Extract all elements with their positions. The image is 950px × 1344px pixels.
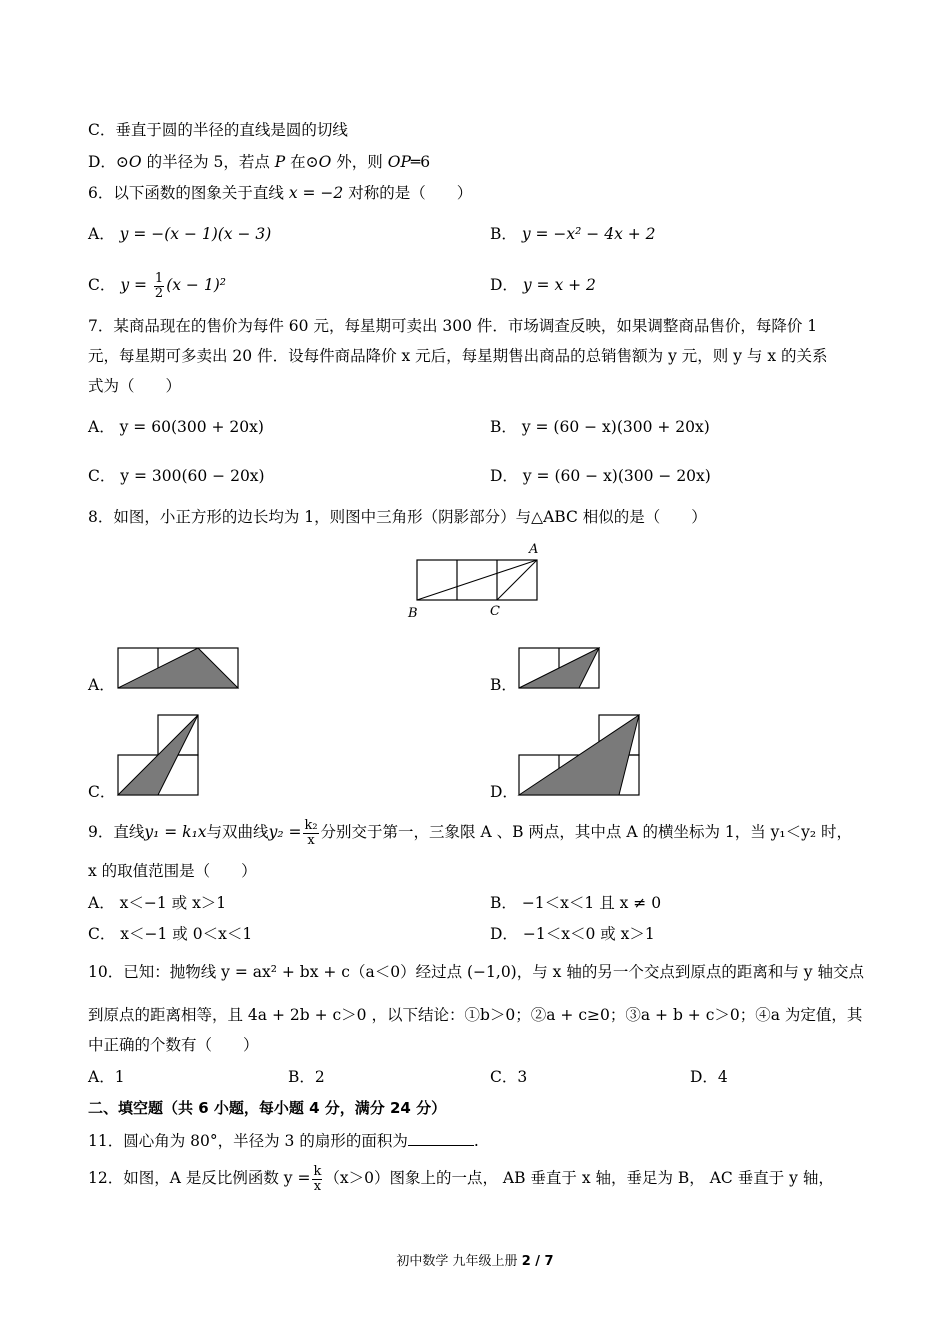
q8-figure-b [517,646,603,692]
section-fill-in-heading: 二、填空题（共 6 小题，每小题 4 分，满分 24 分） [88,1099,447,1117]
q9-option-a: A． x＜−1 或 x＞1 [88,894,227,912]
q7-line3: 式为（ ） [88,377,182,395]
q8-option-c: C． [88,783,116,801]
q10-option-a: A．1 [88,1068,125,1086]
q11: 11．圆心角为 80°，半径为 3 的扇形的面积为 . [88,1129,479,1152]
q10-option-d: D．4 [690,1068,728,1086]
q10-line1: 10．已知：抛物线 y = ax² + bx + c（a＜0）经过点 (−1,0)，与 x 轴的另一个交点到原点的距离和与 y 轴交点 [88,963,864,981]
q9-line2: x 的取值范围是（ ） [88,862,257,880]
q6-option-a: A． y = −(x − 1)(x − 3) [88,225,272,243]
label-c: C [490,604,500,619]
q9-option-c: C． x＜−1 或 0＜x＜1 [88,925,253,943]
q7-line2: 元，每星期可多卖出 20 件．设每件商品降价 x 元后，每星期售出商品的总销售额为 y 元，则 y 与 x 的关系 [88,347,828,365]
q9-option-d: D． −1＜x＜0 或 x＞1 [490,925,655,943]
q8-main-figure [405,538,550,623]
q6-option-d: D． y = x + 2 [490,276,596,294]
q7-option-c: C． y = 300(60 − 20x) [88,467,265,485]
q6-option-c: C． y = $\frac{1}{2}$ (x − 1)² [88,270,226,301]
q8-figure-d [517,713,643,799]
q8-figure-a [116,646,242,692]
q12-line1: 12．如图，A 是反比例函数 y = $\frac{k}{x}$ （x＞0）图象上的一点， AB 垂直于 x 轴，垂足为 B， AC 垂直于 y 轴， [88,1163,834,1194]
q6-option-b: B． y = −x² − 4x + 2 [490,225,656,243]
q7-option-d: D． y = (60 − x)(300 − 20x) [490,467,711,485]
page-number: 2 / 7 [521,1254,554,1269]
q8-option-d: D． [490,783,518,801]
q9-option-b: B． −1＜x＜1 且 x ≠ 0 [490,894,662,912]
q10-option-c: C．3 [490,1068,528,1086]
q7-option-a: A． y = 60(300 + 20x) [88,418,264,436]
answer-blank[interactable] [408,1129,474,1146]
q7-option-b: B． y = (60 − x)(300 + 20x) [490,418,710,436]
q10-line2: 到原点的距离相等，且 4a + 2b + c＞0 ，以下结论：①b＞0；②a + c≥0；③a + b + c＞0；④a 为定值，其 [88,1006,863,1024]
q10-line3: 中正确的个数有（ ） [88,1036,259,1054]
q8-figure-c [116,713,202,799]
q9-line1: 9．直线y₁ = k₁x与双曲线y₂ = $\frac{\text{k₂}}{x}$ 分别交于第一，三象限 A 、B 两点，其中点 A 的横坐标为 1，当 y₁＜y₂ 时， [88,817,853,848]
page-footer: 初中数学 九年级上册 2 / 7 [396,1254,554,1269]
q5-option-c: C．垂直于圆的半径的直线是圆的切线 [88,121,348,139]
q5-option-d: D．⊙O 的半径为 5，若点 P 在⊙O 外，则 OP═6 [88,153,431,171]
label-b: B [408,606,418,621]
q8-option-b: B． [490,676,517,694]
q6-stem: 6．以下函数的图象关于直线 x = −2 对称的是（ ） [88,184,473,202]
q8-stem: 8．如图，小正方形的边长均为 1，则图中三角形（阴影部分）与△ABC 相似的是（ ） [88,508,707,526]
q10-option-b: B．2 [288,1068,325,1086]
label-a: A [529,542,539,557]
q7-line1: 7．某商品现在的售价为每件 60 元，每星期可卖出 300 件．市场调查反映，如果调整商品售价，每降价 1 [88,317,818,335]
q8-option-a: A． [88,676,115,694]
